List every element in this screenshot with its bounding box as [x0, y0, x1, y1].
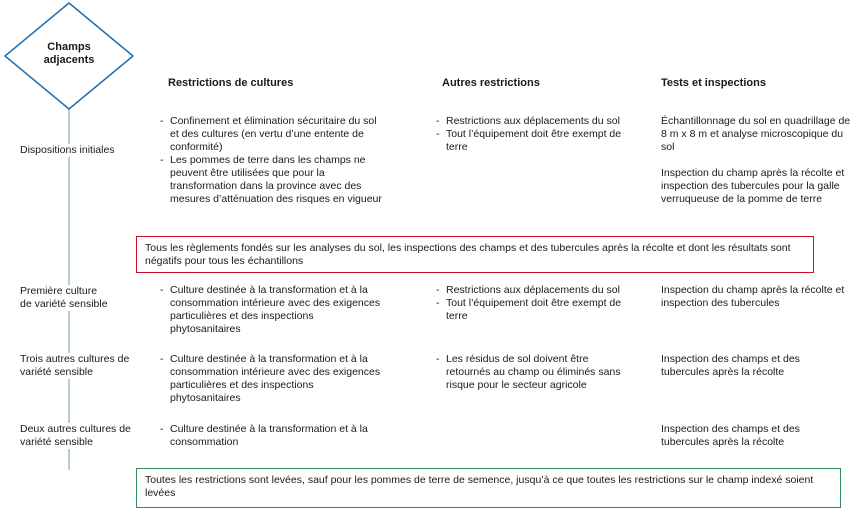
row-first-crop-restrictions — [160, 284, 385, 336]
row-initial-tests — [661, 115, 851, 206]
diamond-label-line-1: Champs — [47, 41, 91, 53]
header-tests-inspections: Tests et inspections — [661, 77, 766, 89]
list-item: Inspection des champs et des tubercules après la récolte — [661, 423, 800, 448]
list-item: - Culture destinée à la transformation et à la consommation — [160, 423, 385, 449]
header-other-restrictions: Autres restrictions — [442, 77, 540, 89]
list-item: Inspection du champ après la récolte et inspection des tubercules pour la galle verruqueuse de la pomme de terre — [661, 167, 845, 205]
list-item: - Culture destinée à la transformation et à la consommation intérieure avec des exigences particulières et des inspections phytosanitaires — [160, 284, 385, 336]
diamond-label-line-2: adjacents — [43, 54, 95, 66]
row-three-tests — [661, 353, 821, 379]
list-item: Inspection des champs et des tubercules après la récolte — [661, 353, 800, 378]
row-first-other-restrictions — [436, 284, 626, 323]
row-three-other-restrictions — [436, 353, 626, 392]
row-label-first-crop: Première culture de variété sensible — [20, 285, 150, 311]
list-item: Échantillonnage du sol en quadrillage de 8 m x 8 m et analyse microscopique du sol — [661, 115, 851, 153]
list-item: Inspection du champ après la récolte et inspection des tubercules — [661, 284, 845, 309]
row-label-three-crops: Trois autres cultures de variété sensible — [20, 353, 150, 379]
list-item: - Restrictions aux déplacements du sol — [436, 115, 626, 128]
row-first-tests — [661, 284, 851, 310]
list-item: - Restrictions aux déplacements du sol — [436, 284, 626, 297]
negative-results-box: Tous les règlements fondés sur les analyses du sol, les inspections des champs et des tubercules après la récolte et dont les résultats sont négatifs pour tous les échantillons — [136, 236, 814, 273]
list-item: - Les pommes de terre dans les champs ne peuvent être utilisées que pour la transformation dans la province avec des mesures d’atténuation des risques en vigueur — [160, 154, 385, 206]
list-item: - Culture destinée à la transformation et à la consommation intérieure avec des exigences particulières et des inspections phytosanitaires — [160, 353, 385, 405]
row-initial-crop-restrictions — [160, 115, 385, 206]
list-item: - Confinement et élimination sécuritaire du sol et des cultures (en vertu d’une entente de conformité) — [160, 115, 385, 154]
row-label-initial: Dispositions initiales — [20, 144, 150, 157]
list-item: - Les résidus de sol doivent être retournés au champ ou éliminés sans risque pour le secteur agricole — [436, 353, 626, 392]
header-crop-restrictions: Restrictions de cultures — [168, 77, 294, 89]
row-two-crop-restrictions — [160, 423, 385, 449]
row-label-two-crops: Deux autres cultures de variété sensible — [20, 423, 150, 449]
restrictions-lifted-box: Toutes les restrictions sont levées, sauf pour les pommes de terre de semence, jusqu’à ce que toutes les restrictions sur le champ indexé soient levées — [136, 468, 841, 508]
row-three-crop-restrictions — [160, 353, 385, 405]
list-item: - Tout l’équipement doit être exempt de terre — [436, 297, 626, 323]
diamond-label — [29, 41, 109, 67]
list-item: - Tout l’équipement doit être exempt de terre — [436, 128, 626, 154]
row-initial-other-restrictions — [436, 115, 626, 154]
row-two-tests — [661, 423, 821, 449]
